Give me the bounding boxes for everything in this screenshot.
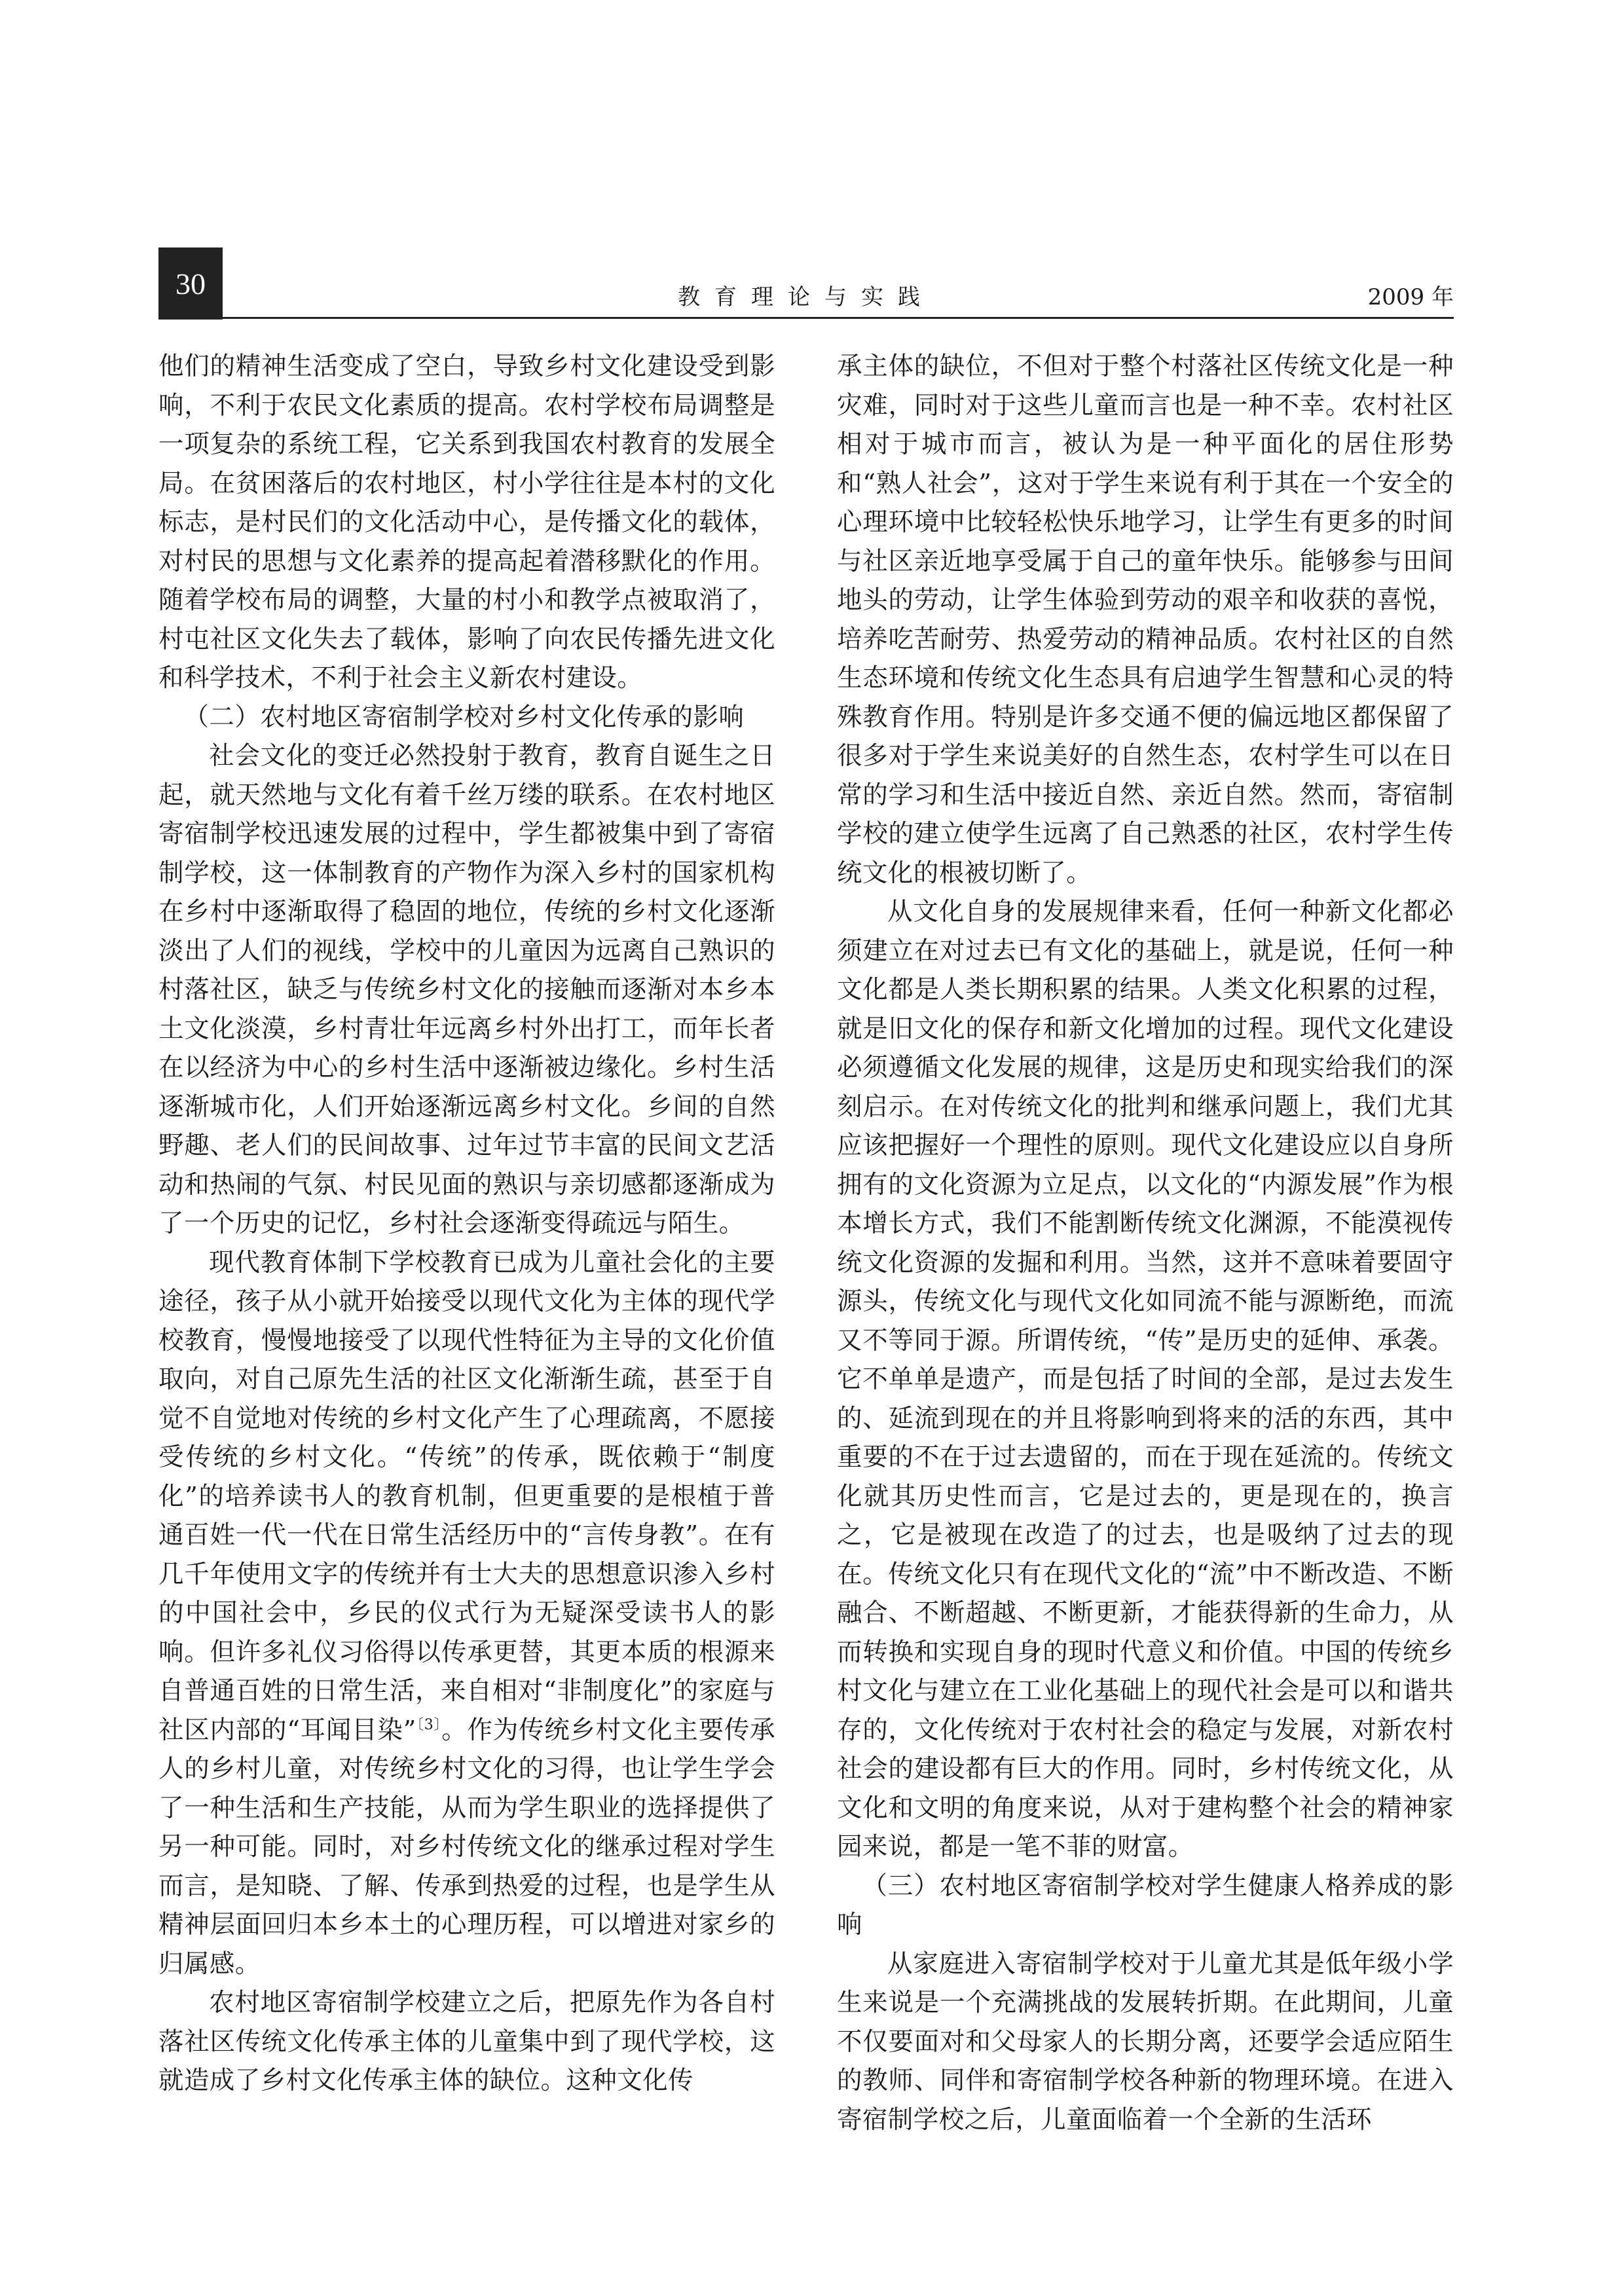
journal-title: 教育理论与实践 xyxy=(678,284,934,310)
section-heading: （二）农村地区寄宿制学校对乡村文化传承的影响 xyxy=(183,702,745,732)
paragraph: 从家庭进入寄宿制学校对于儿童尤其是低年级小学生来说是一个充满挑战的发展转折期。在此期间，儿童不仅要面对和父母家人的长期分离，还要学会适应陌生的教师、同伴和寄宿制学校各种新的物理环境。在进入寄宿制学校之后，儿童面临着一个全新的生活环 xyxy=(837,1949,1454,2135)
section-heading: （三）农村地区寄宿制学校对学生健康人格养成的影响 xyxy=(837,1871,1454,1939)
paragraph: 承主体的缺位，不但对于整个村落社区传统文化是一种灾难，同时对于这些儿童而言也是一种不幸。农村社区相对于城市而言，被认为是一种平面化的居住形势和“熟人社会”，这对于学生来说有利于其在一个安全的心理环境中比较轻松快乐地学习，让学生有更多的时间与社区亲近地享受属于自己的童年快乐。能够参与田间地头的劳动，让学生体验到劳动的艰辛和收获的喜悦，培养吃苦耐劳、热爱劳动的精神品质。农村社区的自然生态环境和传统文化生态具有启迪学生智慧和心灵的特殊教育作用。特别是许多交通不便的偏远地区都保留了很多对于学生来说美好的自然生态，农村学生可以在日常的学习和生活中接近自然、亲近自然。然而，寄宿制学校的建立使学生远离了自己熟悉的社区，农村学生传统文化的根被切断了。 xyxy=(837,352,1454,888)
citation-ref: 〔3〕 xyxy=(416,1716,442,1733)
running-header xyxy=(158,248,1454,320)
header-rule xyxy=(223,317,1454,319)
paragraph: 从文化自身的发展规律来看，任何一种新文化都必须建立在对过去已有文化的基础上，就是说，任何一种文化都是人类长期积累的结果。人类文化积累的过程，就是旧文化的保存和新文化增加的过程。现代文化建设必须遵循文化发展的规律，这是历史和现实给我们的深刻启示。在对传统文化的批判和继承问题上，我们尤其应该把握好一个理性的原则。现代文化建设应以自身所拥有的文化资源为立足点，以文化的“内源发展”作为根本增长方式，我们不能割断传统文化渊源，不能漠视传统文化资源的发掘和利用。当然，这并不意味着要固守源头，传统文化与现代文化如同流不能与源断绝，而流又不等同于源。所谓传统，“传”是历史的延伸、承袭。它不单单是遗产，而是包括了时间的全部，是过去发生的、延流到现在的并且将影响到将来的活的东西，其中重要的不在于过去遗留的，而在于现在延流的。传统文化就其历史性而言，它是过去的，更是现在的，换言之，它是被现在改造了的过去，也是吸纳了过去的现在。传统文化只有在现代文化的“流”中不断改造、不断融合、不断超越、不断更新，才能获得新的生命力，从而转换和实现自身的现时代意义和价值。中国的传统乡村文化与建立在工业化基础上的现代社会是可以和谐共存的，文化传统对于农村社会的稳定与发展，对新农村社会的建设都有巨大的作用。同时，乡村传统文化，从文化和文明的角度来说，从对于建构整个社会的精神家园来说，都是一笔不菲的财富。 xyxy=(837,897,1454,1862)
paragraph xyxy=(158,1243,775,1984)
page-number: 30 xyxy=(158,248,223,320)
paragraph: 农村地区寄宿制学校建立之后，把原先作为各自村落社区传统文化传承主体的儿童集中到了现代学校，这就造成了乡村文化传承主体的缺位。这种文化传 xyxy=(158,1988,775,2095)
right-column xyxy=(837,347,1454,2139)
paragraph-text: 现代教育体制下学校教育已成为儿童社会化的主要途径，孩子从小就开始接受以现代文化为主体的现代学校教育，慢慢地接受了以现代性特征为主导的文化价值取向，对自己原先生活的社区文化渐渐生疏，甚至于自觉不自觉地对传统的乡村文化产生了心理疏离，不愿接受传统的乡村文化。“传统”的传承，既依赖于“制度化”的培养读书人的教育机制，但更重要的是根植于普通百姓一代一代在日常生活经历中的“言传身教”。在有几千年使用文字的传统并有士大夫的思想意识渗入乡村的中国社会中，乡民的仪式行为无疑深受读书人的影响。但许多礼仪习俗得以传承更替，其更本质的根源来自普通百姓的日常生活，来自相对“非制度化”的家庭与社区内部的“耳闻目染” xyxy=(158,1247,775,1745)
paragraph: 社会文化的变迁必然投射于教育，教育自诞生之日起，就天然地与文化有着千丝万缕的联系。在农村地区寄宿制学校迅速发展的过程中，学生都被集中到了寄宿制学校，这一体制教育的产物作为深入乡村的国家机构在乡村中逐渐取得了稳固的地位，传统的乡村文化逐渐淡出了人们的视线，学校中的儿童因为远离自己熟识的村落社区，缺乏与传统乡村文化的接触而逐渐对本乡本土文化淡漠，乡村青壮年远离乡村外出打工，而年长者在以经济为中心的乡村生活中逐渐被边缘化。乡村生活逐渐城市化，人们开始逐渐远离乡村文化。乡间的自然野趣、老人们的民间故事、过年过节丰富的民间文艺活动和热闹的气氛、村民见面的熟识与亲切感都逐渐成为了一个历史的记忆，乡村社会逐渐变得疏远与陌生。 xyxy=(158,741,775,1238)
header-year: 2009 年 xyxy=(1367,284,1454,310)
left-column xyxy=(158,347,775,2101)
paragraph: 他们的精神生活变成了空白，导致乡村文化建设受到影响，不利于农民文化素质的提高。农村学校布局调整是一项复杂的系统工程，它关系到我国农村教育的发展全局。在贫困落后的农村地区，村小学往往是本村的文化标志，是村民们的文化活动中心，是传播文化的载体，对村民的思想与文化素养的提高起着潜移默化的作用。随着学校布局的调整，大量的村小和教学点被取消了，村屯社区文化失去了载体，影响了向农民传播先进文化和科学技术，不利于社会主义新农村建设。 xyxy=(158,352,775,693)
paragraph-text: 。作为传统乡村文化主要传承人的乡村儿童，对传统乡村文化的习得，也让学生学会了一种生活和生产技能，从而为学生职业的选择提供了另一种可能。同时，对乡村传统文化的继承过程对学生而言，是知晓、了解、传承到热爱的过程，也是学生从精神层面回归本乡本土的心理历程，可以增进对家乡的归属感。 xyxy=(158,1715,776,1979)
